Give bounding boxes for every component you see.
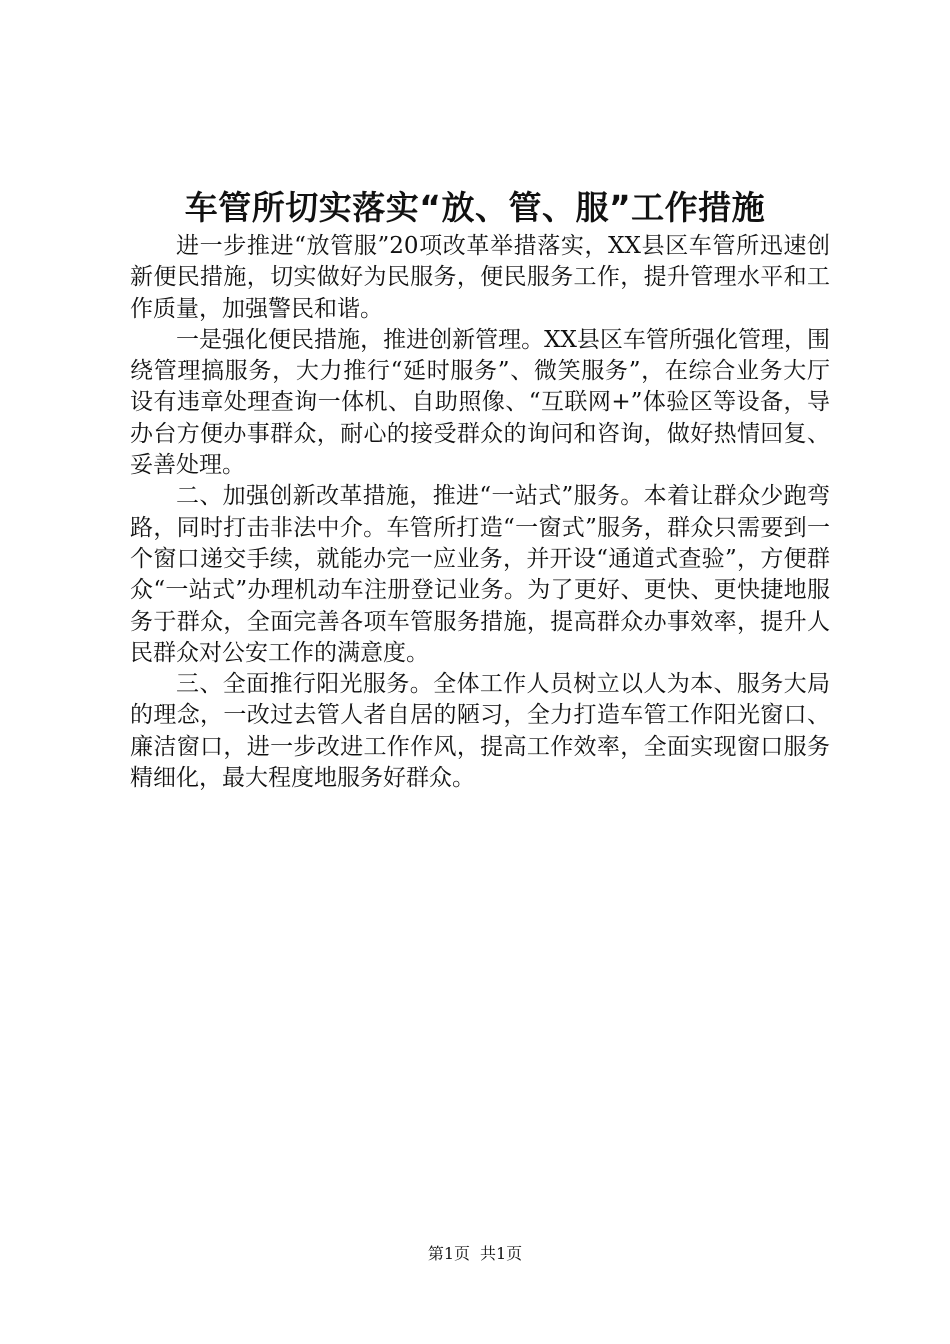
document-title: 车管所切实落实“放、管、服”工作措施 xyxy=(184,188,766,227)
page-number: 第1页 xyxy=(427,1244,470,1263)
page-total: 共1页 xyxy=(480,1244,523,1263)
paragraph-measure-2: 二、加强创新改革措施，推进“一站式”服务。本着让群众少跑弯路，同时打击非法中介。车管所打造“一窗式”服务，群众只需要到一个窗口递交手续，就能办完一应业务，并开设“通道式查验”，方便群众“一站式”办理机动车注册登记业务。为了更好、更快、更快捷地服务于群众，全面完善各项车管服务措施，提高群众办事效率，提升人民群众对公安工作的满意度。 xyxy=(130,483,830,666)
document-body xyxy=(130,231,830,794)
paragraph-intro: 进一步推进“放管服”20项改革举措落实，XX县区车管所迅速创新便民措施，切实做好为民服务，便民服务工作，提升管理水平和工作质量，加强警民和谐。 xyxy=(130,233,830,322)
page-footer xyxy=(0,1243,950,1265)
paragraph-measure-1: 一是强化便民措施，推进创新管理。XX县区车管所强化管理，围绕管理搞服务，大力推行“延时服务”、微笑服务”，在综合业务大厅设有违章处理查询一体机、自助照像、“互联网+”体验区等设备，导办台方便办事群众，耐心的接受群众的询问和咨询，做好热情回复、妥善处理。 xyxy=(130,326,830,479)
paragraph-measure-3: 三、全面推行阳光服务。全体工作人员树立以人为本、服务大局的理念，一改过去管人者自居的陋习，全力打造车管工作阳光窗口、廉洁窗口，进一步改进工作作风，提高工作效率，全面实现窗口服务精细化，最大程度地服务好群众。 xyxy=(130,671,830,792)
